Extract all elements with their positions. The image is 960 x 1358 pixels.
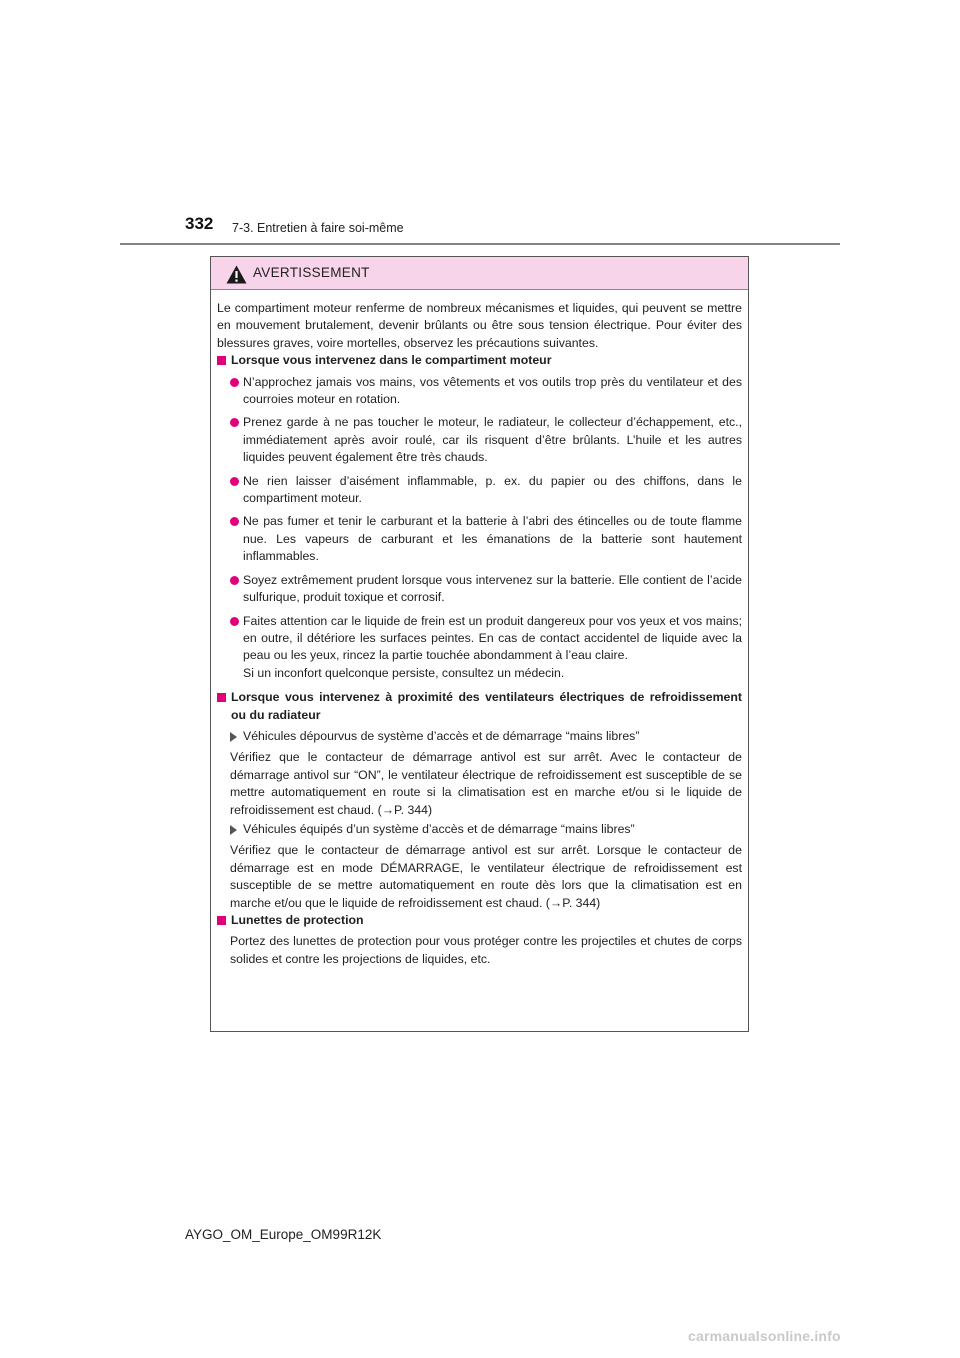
list-item-text: Ne rien laisser d’aisément inflammable, p. ex. du papier ou des chiffons, dans le compartiment moteur.: [243, 473, 742, 506]
list-item: [217, 374, 742, 409]
warning-triangle-icon: [226, 265, 247, 284]
list-item: [217, 414, 742, 466]
list-item-text: Faites attention car le liquide de frein est un produit dangereux pour vos yeux et vos mains; en outre, il détériore les surfaces peintes. En cas de contact accidentel de liquide avec la peau ou les yeux, rincez la partie touchée abondamment à l’eau claire.: [243, 613, 742, 663]
list-item: [217, 572, 742, 607]
section-heading-goggles: [217, 912, 742, 929]
section-heading-text: Lorsque vous intervenez dans le compartiment moteur: [231, 353, 552, 368]
section-title: 7-3. Entretien à faire soi-même: [232, 221, 404, 235]
warning-body: [211, 290, 748, 968]
warning-header: [211, 257, 748, 290]
section-heading-cooling-fans: [217, 689, 742, 724]
section-heading-engine-compartment: [217, 352, 742, 369]
list-item-text: N’approchez jamais vos mains, vos vêtements et vos outils trop près du ventilateur et des courroies moteur en rotation.: [243, 374, 742, 407]
round-bullet-icon: [230, 378, 239, 387]
list-item: [217, 513, 742, 565]
warning-intro: Le compartiment moteur renferme de nombreux mécanismes et liquides, qui peuvent se mettre en mouvement brutalement, devenir brûlants ou être sous tension électrique. Pour éviter des blessures graves, voire mortelles, observez les précautions suivantes.: [217, 301, 742, 350]
warning-box: [210, 256, 749, 1032]
vehicle-variant-text: Véhicules équipés d’un système d’accès et de démarrage “mains libres”: [243, 821, 635, 836]
round-bullet-icon: [230, 576, 239, 585]
round-bullet-icon: [230, 517, 239, 526]
list-item-text: Ne pas fumer et tenir le carburant et la batterie à l’abri des étincelles ou de toute flamme nue. Les vapeurs de carburant et les émanations de la batterie sont hautement inflammables.: [243, 514, 742, 564]
paragraph: Portez des lunettes de protection pour vous protéger contre les projectiles et chutes de corps solides et contre les projections de liquides, etc.: [230, 934, 742, 966]
document-code: AYGO_OM_Europe_OM99R12K: [185, 1227, 382, 1242]
watermark: carmanualsonline.info: [688, 1328, 841, 1344]
square-bullet-icon: [217, 356, 226, 365]
triangle-bullet-icon: [230, 825, 237, 835]
list-item-extra-text: Si un inconfort quelconque persiste, consultez un médecin.: [243, 665, 565, 680]
round-bullet-icon: [230, 477, 239, 486]
vehicle-variant-text: Véhicules dépourvus de système d’accès et de démarrage “mains libres”: [243, 728, 640, 743]
round-bullet-icon: [230, 617, 239, 626]
warning-title: AVERTISSEMENT: [253, 265, 370, 280]
list-item: [217, 473, 742, 508]
section-heading-text: Lorsque vous intervenez à proximité des ventilateurs électriques de refroidissement ou du radiateur: [231, 690, 742, 722]
triangle-bullet-icon: [230, 732, 237, 742]
section-heading-text: Lunettes de protection: [231, 913, 364, 927]
list-item: [217, 613, 742, 683]
page-number: 332: [185, 214, 214, 233]
paragraph: Vérifiez que le contacteur de démarrage antivol est sur arrêt. Lorsque le contacteur de démarrage est en mode DÉMARRAGE, le ventilateur électrique de refroidissement est susceptible de se mettre automatiquement en route dès lors que la climatisation est en marche et/ou que le liquide de refroidissement est chaud. (→P. 344): [230, 843, 742, 910]
list-item-text: Soyez extrêmement prudent lorsque vous intervenez sur la batterie. Elle contient de l’acide sulfurique, produit toxique et corrosif.: [243, 572, 742, 605]
list-item-text: Prenez garde à ne pas toucher le moteur, le radiateur, le collecteur d’échappement, etc., immédiatement après avoir roulé, car ils risquent d’être brûlants. L’huile et les autres liquides peuvent également être très chauds.: [243, 415, 742, 465]
square-bullet-icon: [217, 693, 226, 702]
paragraph: Vérifiez que le contacteur de démarrage antivol est sur arrêt. Avec le contacteur de démarrage antivol sur “ON”, le ventilateur électrique de refroidissement est susceptible de se mettre automatiquement en route si la climatisation est en marche et/ou si le liquide de refroidissement est chaud. (→P. 344): [230, 750, 742, 817]
vehicle-variant-heading: [217, 728, 742, 745]
vehicle-variant-heading: [217, 821, 742, 838]
round-bullet-icon: [230, 418, 239, 427]
square-bullet-icon: [217, 916, 226, 925]
header-rule: [120, 243, 840, 245]
